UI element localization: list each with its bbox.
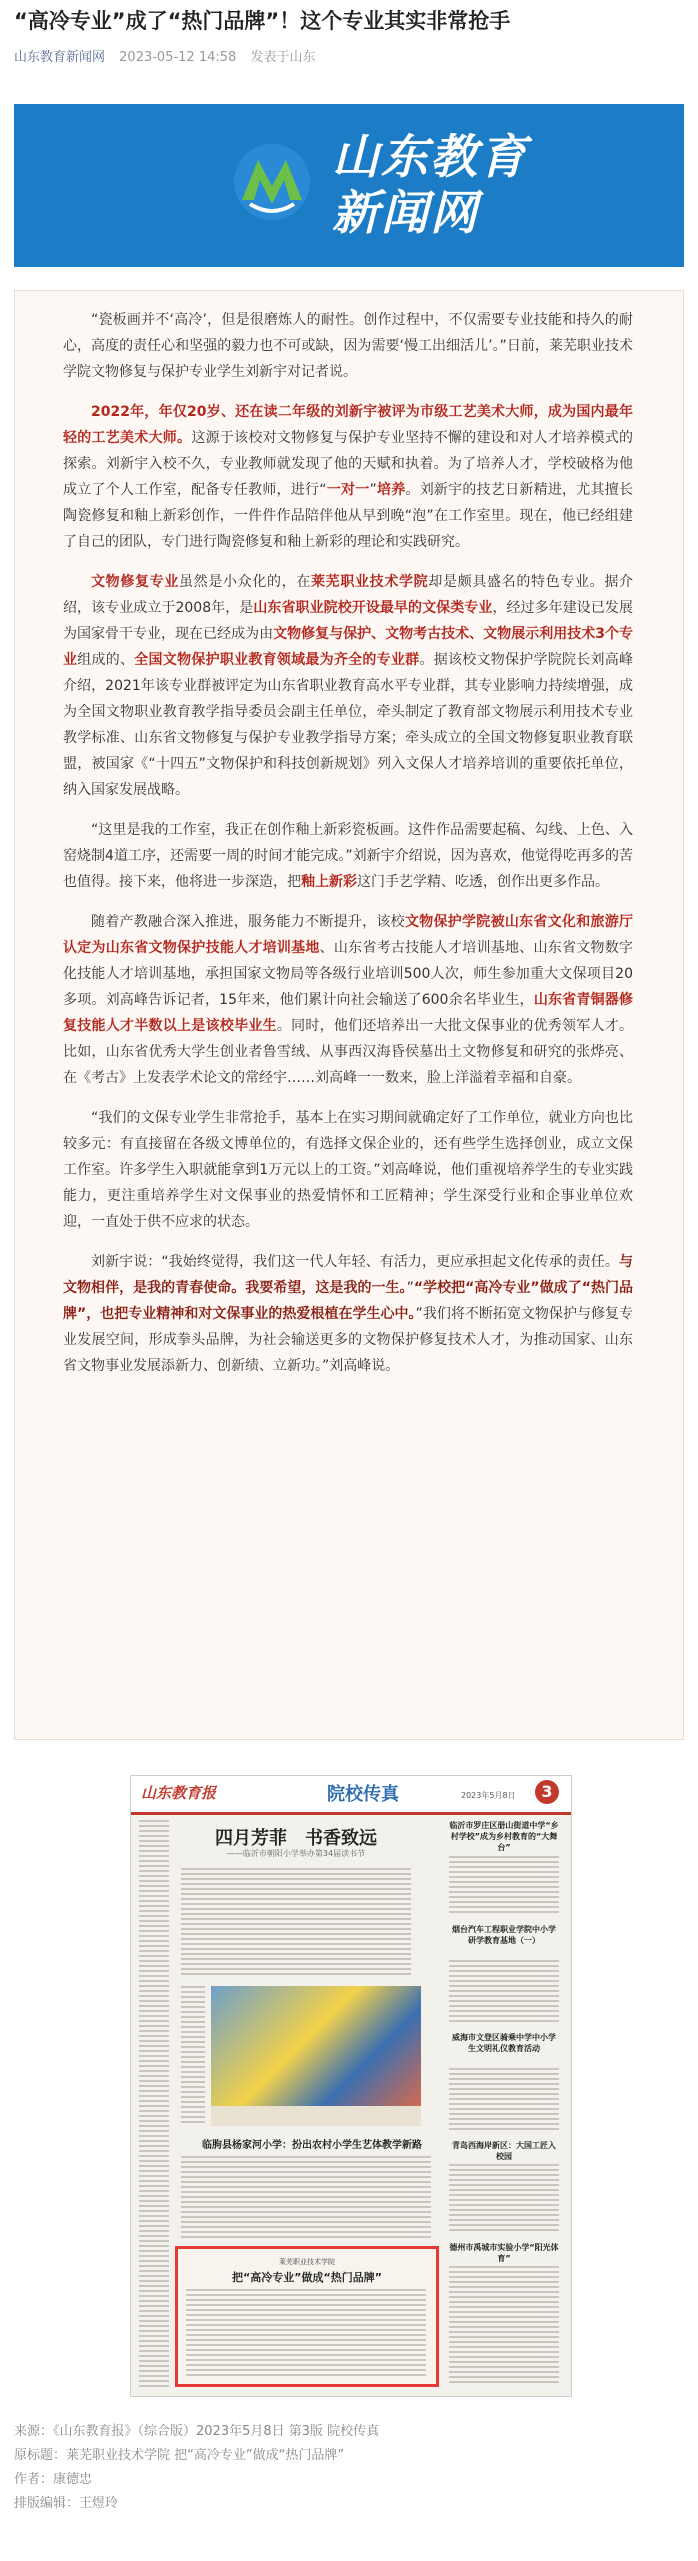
right-headline-2: 烟台汽车工程职业学院中小学研学教育基地（一） [452, 1925, 556, 1945]
header-banner [14, 104, 684, 267]
paragraph-text: 这门手艺学精、吃透，创作出更多作品。 [357, 874, 609, 890]
publish-location: 发表于山东 [250, 50, 316, 65]
paragraph-text: ，经过多年建设已发展为国家骨干专业，现在已经成为由 [63, 600, 633, 642]
highlight-text: 莱芜职业技术学院 [311, 574, 429, 590]
highlighted-article-title: 把“高冷专业”做成“热门品牌” [232, 2271, 382, 2284]
paragraph-text: ” [406, 1280, 414, 1296]
text-column [181, 1868, 411, 1978]
text-column [181, 2156, 431, 2238]
paragraph-text: 随着产教融合深入推进，服务能力不断提升，该校 [91, 914, 405, 930]
highlight-text: 文物修复与保护、文物考古技术、文物展示利用技术3个专业 [63, 626, 633, 668]
highlight-text: 与文物相伴，是我的青春使命。我要希望，这是我的一生。 [63, 1254, 633, 1296]
newspaper-headline: 四月芳菲 书香致远 [215, 1828, 377, 1849]
logo-icon [232, 142, 312, 222]
paragraph-text: 。同时，他们还培养出一大批文保事业的优秀领军人才。比如，山东省优秀大学生创业者鲁雪绒、从事西汉海昏侯墓出土文物修复和研究的张烨亮、在《考古》上发表学术论文的常经宇……刘高峰一一数来，脸上洋溢着幸福和自豪。 [63, 1018, 634, 1086]
text-column [449, 2164, 559, 2234]
text-column [449, 1856, 559, 1916]
right-headline-3: 威海市文登区骑乘中学中小学生文明礼仪教育活动 [452, 2033, 556, 2053]
text-column [139, 1820, 169, 2390]
highlight-text: 培养 [376, 482, 406, 498]
paragraph-7 [63, 1249, 633, 1379]
highlight-text: 山东省青铜器修复技能人才半数以上是该校毕业生 [63, 992, 633, 1034]
article-title: “高冷专业”成了“热门品牌”！这个专业其实非常抢手 [14, 9, 511, 33]
newspaper-photo [211, 1986, 421, 2106]
newspaper-brand: 山东教育报 [141, 1784, 217, 1802]
newspaper-subhead: ——临沂市朝阳小学举办第34届读书节 [226, 1849, 366, 1858]
text-column [449, 1960, 559, 2024]
paragraph-text: 刘新宇说：“我始终觉得，我们这一代人年轻、有活力，更应承担起文化传承的责任。 [91, 1254, 619, 1270]
publish-date: 2023-05-12 14:58 [119, 50, 237, 65]
paragraph-1-text: “瓷板画并不‘高冷’，但是很磨炼人的耐性。创作过程中，不仅需要专业技能和持久的耐心，高度的责任心和坚强的毅力也不可或缺，因为需要‘慢工出细活儿’。”日前，莱芜职业技术学院文物修复与保护专业学生刘新宇对记者说。 [63, 312, 633, 380]
right-headline-4: 青岛西海岸新区：大国工匠入校园 [452, 2141, 556, 2161]
editor-line: 排版编辑：王煜玲 [14, 2496, 119, 2511]
paragraph-5 [63, 909, 633, 1091]
paragraph-2 [63, 399, 633, 555]
newspaper-header [131, 1776, 571, 1815]
highlight-text: 2022年，年仅20岁、还在读二年级的刘新宇被评为市级工艺美术大师，成为国内最年轻的工艺美术大师。 [63, 404, 633, 446]
text-column [449, 2266, 559, 2386]
highlighted-article-box [175, 2246, 439, 2387]
paragraph-6 [63, 1105, 633, 1235]
highlight-text: 文物保护学院被山东省文化和旅游厅认定为山东省文物保护技能人才培训基地 [63, 914, 634, 956]
newspaper-section: 院校传真 [327, 1784, 399, 1805]
logo-text [332, 130, 528, 242]
text-column [449, 2068, 559, 2132]
right-headline-1: 临沂市罗庄区册山街道中学“乡村学校”成为乡村教育的“大舞台” [449, 1821, 559, 1852]
highlight-text: 山东省职业院校开设最早的文保类专业 [253, 600, 493, 616]
text-column [186, 2289, 426, 2377]
highlight-text: 一对一 [326, 482, 370, 498]
logo-line-2: 新闻网 [332, 186, 479, 241]
article-body [63, 307, 633, 1393]
paragraph-text: 却是颇具盛名的特色专业。据介绍，该专业成立于2008年，是 [63, 574, 634, 616]
newspaper-headline-2: 临朐县杨家河小学：扮出农村小学生艺体教学新路 [202, 2140, 422, 2151]
account-name-link[interactable]: 山东教育新闻网 [14, 50, 106, 65]
paragraph-text: 。据该校文物保护学院院长刘高峰介绍，2021年该专业群被评定为山东省职业教育高水平专业群，其专业影响力持续增强，成为全国文物职业教育教学指导委员会副主任单位，牵头制定了教育部文物展示利用技术专业教学标准、山东省文物修复与保护专业教学指导方案；牵头成立的全国文物修复职业教育联盟，被国家《“十四五”文物保护和科技创新规划》列入文保人才培养培训的重要依托单位，纳入国家发展战略。 [63, 652, 634, 798]
paragraph-text: “我们的文保专业学生非常抢手，基本上在实习期间就确定好了工作单位，就业方向也比较多元：有直接留在各级文博单位的，有选择文保企业的，还有些学生选择创业，成立文保工作室。许多学生入职就能拿到1万元以上的工资。”刘高峰说，他们重视培养学生的专业实践能力，更注重培养学生对文保事业的热爱情怀和工匠精神；学生深受行业和企事业单位欢迎，一直处于供不应求的状态。 [63, 1110, 633, 1230]
source-line: 来源：《山东教育报》（综合版）2023年5月8日 第3版 院校传真 [14, 2424, 380, 2439]
article-meta [14, 46, 325, 65]
highlighted-article-kicker: 莱芜职业技术学院 [279, 2258, 335, 2266]
article-box [14, 290, 684, 1740]
paragraph-text: 虽然是小众化的，在 [179, 574, 311, 590]
original-title-line: 原标题：莱芜职业技术学院 把“高冷专业”做成“热门品牌” [14, 2448, 345, 2463]
highlight-text: 文物修复专业 [91, 574, 179, 590]
paragraph-text: “这里是我的工作室，我正在创作釉上新彩瓷板画。这件作品需要起稿、勾线、上色、入窑烧制4道工序，还需要一周的时间才能完成。”刘新宇介绍说，因为喜欢，他觉得吃再多的苦也值得。接下来，他将进一步深造，把 [63, 822, 633, 890]
article-footer [14, 2420, 379, 2516]
highlight-text: 全国文物保护职业教育领域最为齐全的专业群 [134, 652, 420, 668]
highlight-text: 釉上新彩 [301, 874, 357, 890]
newspaper-image[interactable] [130, 1775, 572, 2397]
paragraph-text: 这源于该校对文物修复与保护专业坚持不懈的建设和对人才培养模式的探索。刘新宇入校不久，专业教师就发现了他的天赋和执着。为了培养人才，学校破格为他成立了个人工作室，配备专任教师，进行“ [63, 430, 634, 498]
paragraph-text: 组成的、 [77, 652, 135, 668]
newspaper-page-number: 3 [535, 1780, 559, 1804]
paragraph-text: ”我们将不断拓宽文物保护与修复专业发展空间，形成拳头品牌，为社会输送更多的文物保护修复技术人才，为推动国家、山东省文物事业发展添新力、创新绩、立新功。”刘高峰说。 [63, 1306, 633, 1374]
paragraph-text: 、山东省考古技能人才培训基地、山东省文物数字化技能人才培训基地，承担国家文物局等各级行业培训500人次，师生参加重大文保项目20多项。刘高峰告诉记者，15年来，他们累计向社会输送了600余名毕业生， [63, 940, 634, 1008]
logo-line-1: 山东教育 [332, 130, 528, 185]
newspaper-date: 2023年5月8日 [461, 1791, 516, 1800]
paragraph-text: ” [369, 482, 377, 498]
photo-caption-bar [211, 2106, 421, 2126]
paragraph-1 [63, 307, 633, 385]
highlight-text: “学校把“高冷专业”做成了“热门品牌”，也把专业精神和对文保事业的热爱根植在学生心中。 [63, 1280, 633, 1322]
paragraph-3 [63, 569, 633, 803]
paragraph-4 [63, 817, 633, 895]
text-column [181, 1986, 205, 2126]
author-line: 作者：康德忠 [14, 2472, 93, 2487]
paragraph-text: 。刘新宇的技艺日新精进，尤其擅长陶瓷修复和釉上新彩创作，一件件作品陪伴他从早到晚“泡”在工作室里。现在，他已经组建了自己的团队，专门进行陶瓷修复和釉上新彩的理论和实践研究。 [63, 482, 634, 550]
right-headline-5: 德州市禹城市实验小学“阳光体育” [449, 2243, 559, 2263]
